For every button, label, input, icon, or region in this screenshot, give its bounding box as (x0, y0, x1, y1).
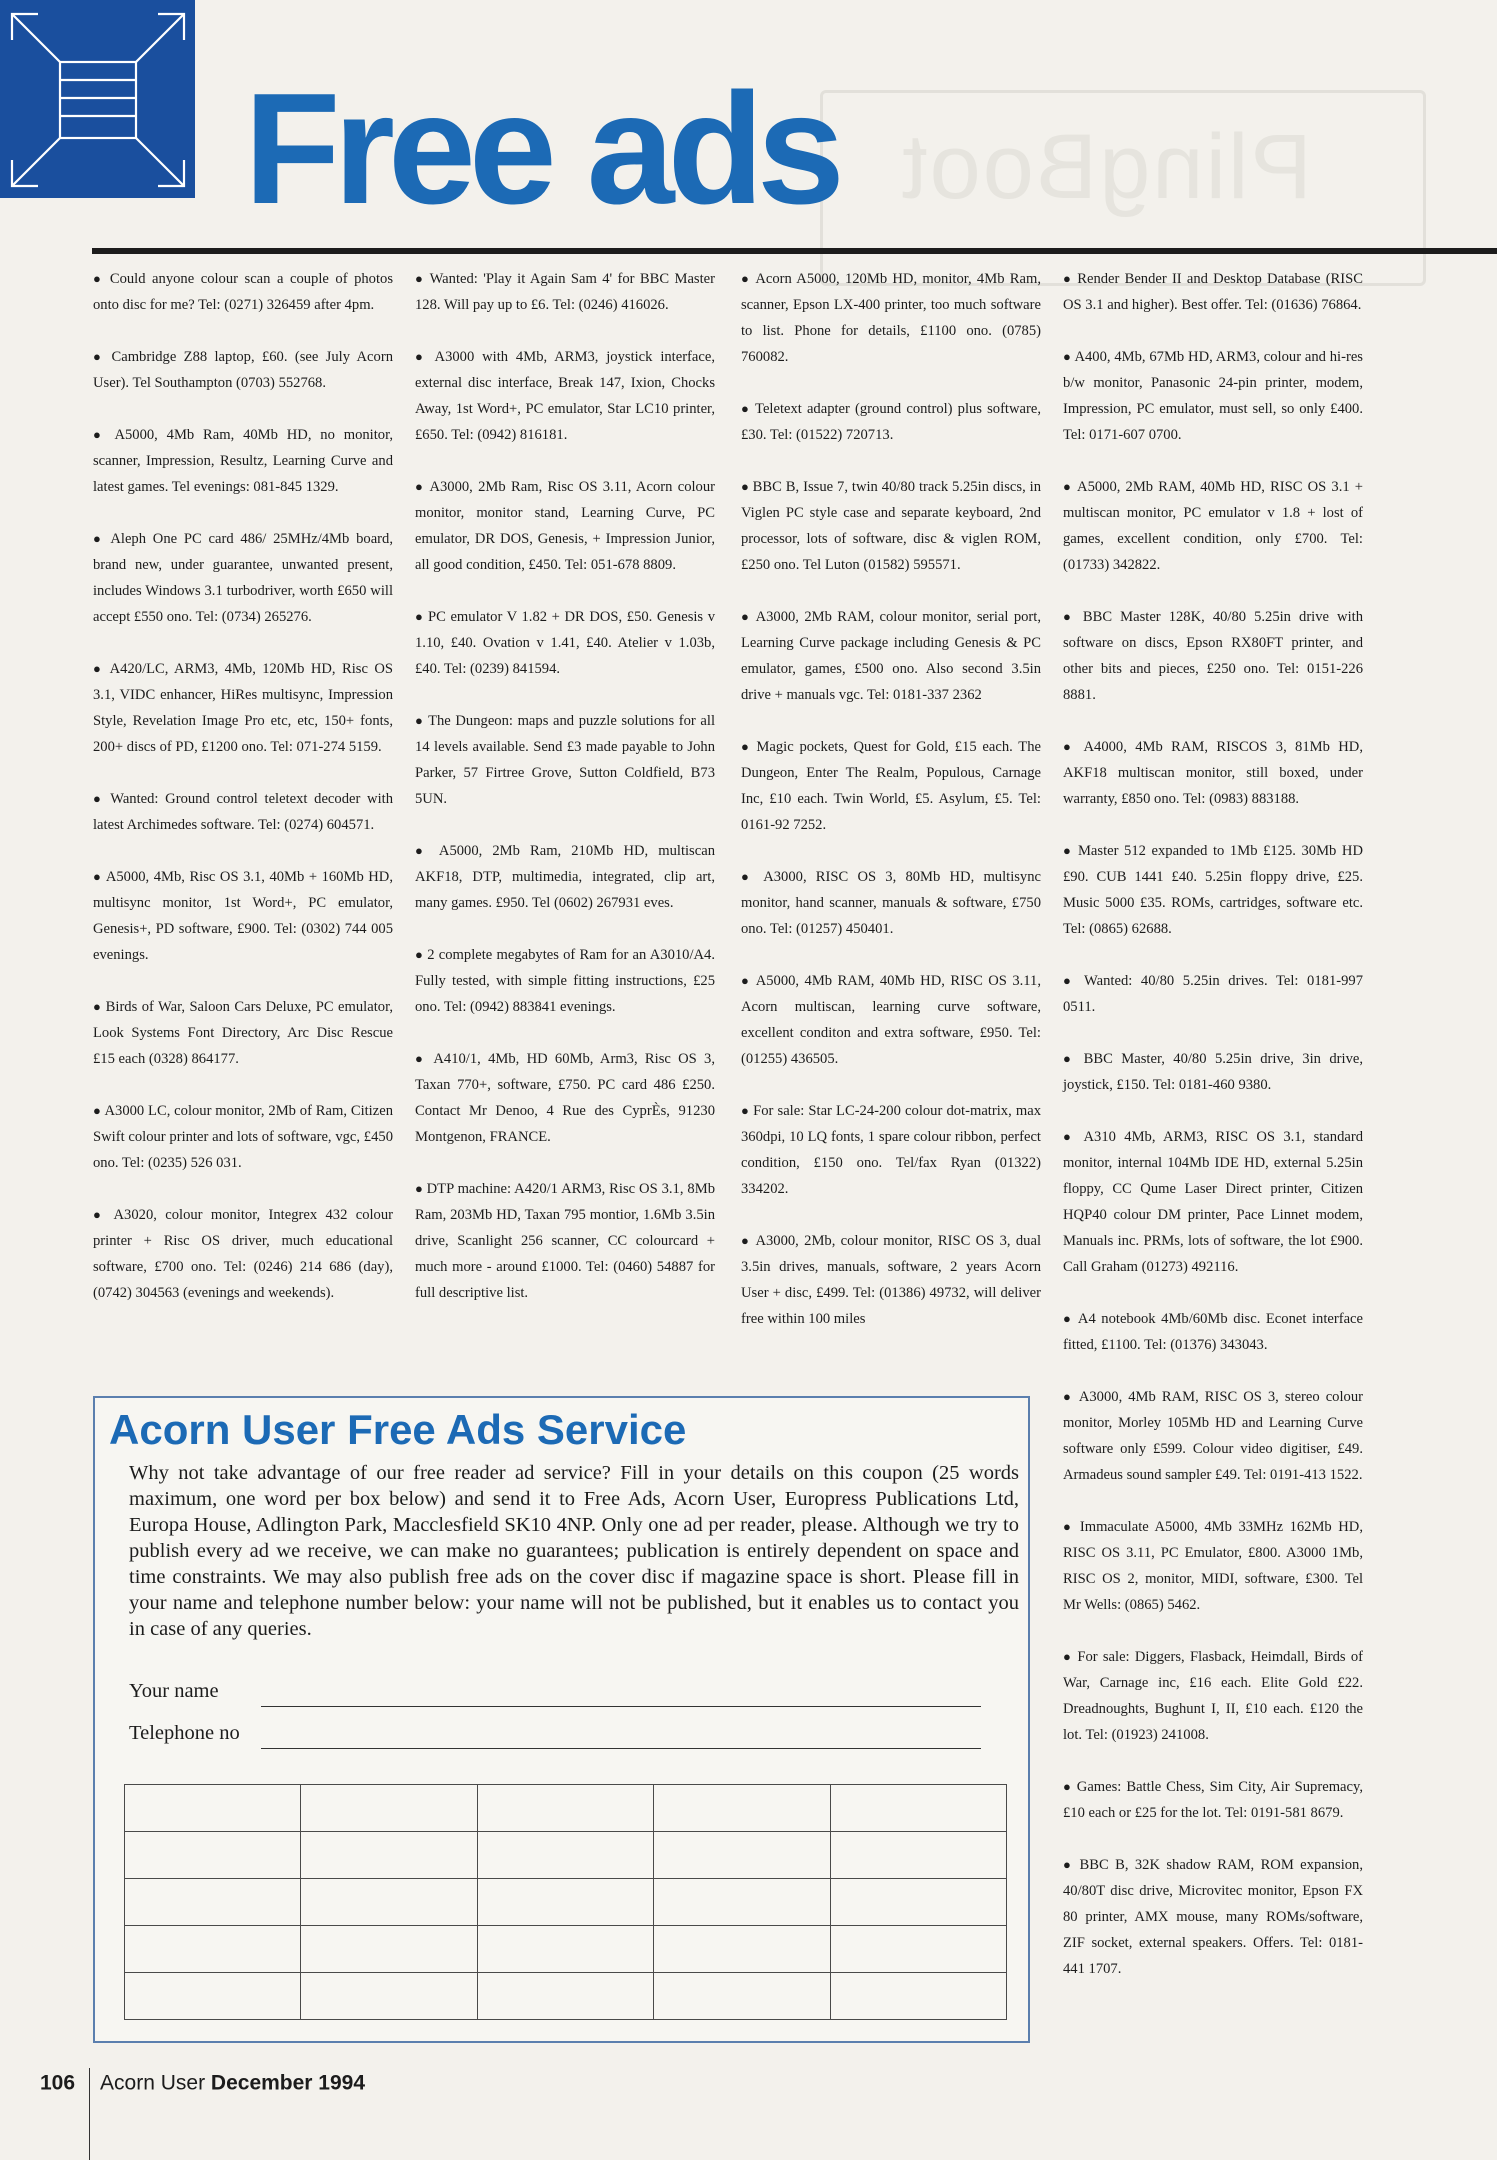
free-ads-coupon (93, 1396, 1030, 2043)
classified-ad: ● Could anyone colour scan a couple of photos onto disc for me? Tel: (0271) 326459 after 4pm. (93, 266, 393, 318)
classified-ad: ● Games: Battle Chess, Sim City, Air Supremacy, £10 each or £25 for the lot. Tel: 0191-581 8679. (1063, 1774, 1363, 1826)
classified-ad: ● Cambridge Z88 laptop, £60. (see July Acorn User). Tel Southampton (0703) 552768. (93, 344, 393, 396)
magazine-name: Acorn User (100, 2071, 206, 2095)
classified-ad: ● A5000, 4Mb RAM, 40Mb HD, RISC OS 3.11, Acorn multiscan, learning curve software, excellent conditon and extra software, £950. Tel: (01255) 436505. (741, 968, 1041, 1072)
word-box[interactable] (301, 1879, 477, 1926)
page-title: Free ads (244, 61, 838, 237)
word-boxes-grid (124, 1784, 1007, 2020)
classified-ad: ● A5000, 2Mb RAM, 40Mb HD, RISC OS 3.1 + multiscan monitor, PC emulator v 1.8 + lost of games, excellent condition, only £700. Tel: (01733) 342822. (1063, 474, 1363, 578)
word-box[interactable] (830, 1832, 1006, 1879)
word-box[interactable] (477, 1926, 653, 1973)
ads-column-4 (1063, 266, 1363, 2008)
classified-ad: ● Teletext adapter (ground control) plus software, £30. Tel: (01522) 720713. (741, 396, 1041, 448)
classified-ad: ● A5000, 4Mb Ram, 40Mb HD, no monitor, scanner, Impression, Resultz, Learning Curve and latest games. Tel evenings: 081-845 1329. (93, 422, 393, 500)
word-box[interactable] (125, 1973, 301, 2020)
classified-ad: ● For sale: Star LC-24-200 colour dot-matrix, max 360dpi, 10 LQ fonts, 1 spare colour ribbon, perfect condition, £150 ono. Tel/fax Ryan (01322) 334202. (741, 1098, 1041, 1202)
classified-ad: ● A3000, 2Mb RAM, colour monitor, serial port, Learning Curve package including Genesis & PC emulator, games, £500 ono. Also second 3.5in drive + manuals vgc. Tel: 0181-337 2362 (741, 604, 1041, 708)
name-label: Your name (129, 1680, 219, 1702)
free-ads-logo (0, 0, 195, 198)
word-box[interactable] (654, 1785, 830, 1832)
phone-label: Telephone no (129, 1722, 240, 1744)
word-box[interactable] (125, 1926, 301, 1973)
phone-field[interactable] (129, 1722, 259, 1750)
classified-ad: ● BBC B, Issue 7, twin 40/80 track 5.25in discs, in Viglen PC style case and separate keyboard, 2nd processor, lots of software, disc & viglen ROM, £250 ono. Tel Luton (01582) 595571. (741, 474, 1041, 578)
classified-ad: ● A3000, 4Mb RAM, RISC OS 3, stereo colour monitor, Morley 105Mb HD and Learning Curve software only £599. Colour video digitiser, £49. Armadeus sound sampler £49. Tel: 0191-413 1522. (1063, 1384, 1363, 1488)
phone-line[interactable] (261, 1748, 981, 1749)
ads-column-1 (93, 266, 393, 1332)
classified-ad: ● Master 512 expanded to 1Mb £125. 30Mb HD £90. CUB 1441 £40. 5.25in floppy drive, £25. Music 5000 £35. ROMs, cartridges, software etc. Tel: (0865) 62688. (1063, 838, 1363, 942)
classified-ad: ● A400, 4Mb, 67Mb HD, ARM3, colour and hi-res b/w monitor, Panasonic 24-pin printer, modem, Impression, PC emulator, must sell, so only £400. Tel: 0171-607 0700. (1063, 344, 1363, 448)
classified-ad: ● DTP machine: A420/1 ARM3, Risc OS 3.1, 8Mb Ram, 203Mb HD, Taxan 795 montior, 1.6Mb 3.5in drive, Scanlight 256 scanner, CC colourcard + much more - around £1000. Tel: (0460) 54887 for full descriptive list. (415, 1176, 715, 1306)
classified-ad: ● Wanted: Ground control teletext decoder with latest Archimedes software. Tel: (0274) 604571. (93, 786, 393, 838)
word-box[interactable] (654, 1973, 830, 2020)
classified-ad: ● PC emulator V 1.82 + DR DOS, £50. Genesis v 1.10, £40. Ovation v 1.41, £40. Atelier v 1.03b, £40. Tel: (0239) 841594. (415, 604, 715, 682)
classified-ad: ● BBC Master 128K, 40/80 5.25in drive with software on discs, Epson RX80FT printer, and other bits and pieces, £250 ono. Tel: 0151-226 8881. (1063, 604, 1363, 708)
page-number: 106 (40, 2071, 76, 2095)
classified-ad: ● Magic pockets, Quest for Gold, £15 each. The Dungeon, Enter The Realm, Populous, Carnage Inc, £10 each. Twin World, £5. Asylum, £5. Tel: 0161-92 7252. (741, 734, 1041, 838)
classified-ad: ● Wanted: 'Play it Again Sam 4' for BBC Master 128. Will pay up to £6. Tel: (0246) 416026. (415, 266, 715, 318)
word-box[interactable] (830, 1973, 1006, 2020)
classified-ad: ● The Dungeon: maps and puzzle solutions for all 14 levels available. Send £3 made payable to John Parker, 57 Firtree Grove, Sutton Coldfield, B73 5UN. (415, 708, 715, 812)
classified-ad: ● Birds of War, Saloon Cars Deluxe, PC emulator, Look Systems Font Directory, Arc Disc Rescue £15 each (0328) 864177. (93, 994, 393, 1072)
word-box-row (125, 1973, 1007, 2020)
classified-ad: ● A410/1, 4Mb, HD 60Mb, Arm3, Risc OS 3, Taxan 770+, software, £750. PC card 486 £250. Contact Mr Denoo, 4 Rue des CyprÈs, 91230 Montgenon, FRANCE. (415, 1046, 715, 1150)
word-box[interactable] (477, 1973, 653, 2020)
word-box[interactable] (654, 1832, 830, 1879)
classified-ad: ● A3000, 2Mb Ram, Risc OS 3.11, Acorn colour monitor, monitor stand, Learning Curve, PC emulator, DR DOS, Genesis, + Impression Junior, all good condition, £450. Tel: 051-678 8809. (415, 474, 715, 578)
word-box[interactable] (830, 1879, 1006, 1926)
binding-line (89, 2068, 90, 2160)
name-line[interactable] (261, 1706, 981, 1707)
classified-ad: ● BBC B, 32K shadow RAM, ROM expansion, 40/80T disc drive, Microvitec monitor, Epson FX 80 printer, AMX mouse, many ROMs/software, ZIF socket, external speakers. Offers. Tel: 0181-441 1707. (1063, 1852, 1363, 1982)
show-through-text: PlingBoot (900, 116, 1312, 218)
classified-ad: ● A310 4Mb, ARM3, RISC OS 3.1, standard monitor, internal 104Mb IDE HD, external 5.25in floppy, CC Qume Laser Direct printer, Citizen HQP40 colour DM printer, Pace Linnet modem, Manuals inc. PRMs, lots of software, the lot £900. Call Graham (01273) 492116. (1063, 1124, 1363, 1280)
classified-ad: ● Wanted: 40/80 5.25in drives. Tel: 0181-997 0511. (1063, 968, 1363, 1020)
classified-ad: ● A5000, 4Mb, Risc OS 3.1, 40Mb + 160Mb HD, multisync monitor, 1st Word+, PC emulator, Genesis+, PD software, £900. Tel: (0302) 744 005 evenings. (93, 864, 393, 968)
word-box[interactable] (125, 1832, 301, 1879)
word-box[interactable] (301, 1973, 477, 2020)
word-box-row (125, 1832, 1007, 1879)
classified-ad: ● A3000, RISC OS 3, 80Mb HD, multisync monitor, hand scanner, manuals & software, £750 ono. Tel: (01257) 450401. (741, 864, 1041, 942)
classified-ad: ● A420/LC, ARM3, 4Mb, 120Mb HD, Risc OS 3.1, VIDC enhancer, HiRes multisync, Impression Style, Revelation Image Pro etc, etc, 150+ fonts, 200+ discs of PD, £1200 ono. Tel: 071-274 5159. (93, 656, 393, 760)
header-rule (92, 248, 1497, 254)
word-box[interactable] (477, 1879, 653, 1926)
classified-ad: ● A4000, 4Mb RAM, RISCOS 3, 81Mb HD, AKF18 multiscan monitor, still boxed, under warranty, £850 ono. Tel: (0983) 883188. (1063, 734, 1363, 812)
classified-ad: ● Aleph One PC card 486/ 25MHz/4Mb board, brand new, under guarantee, unwanted present, includes Windows 3.1 turbodriver, worth £650 will accept £550 ono. Tel: (0734) 265276. (93, 526, 393, 630)
coupon-instructions: Why not take advantage of our free reader ad service? Fill in your details on this coupon (25 words maximum, one word per box below) and send it to Free Ads, Acorn User, Europress Publications Ltd, Europa House, Adlington Park, Macclesfield SK10 4NP. Only one ad per reader, please. Although we try to publish every ad we receive, we can make no guarantees; publication is entirely dependent on space and time constraints. We may also publish free ads on the cover disc if magazine space is short. Please fill in your name and telephone number below: your name will not be published, but it enables us to contact you in case of any queries. (129, 1462, 1019, 1640)
classified-ad: ● A4 notebook 4Mb/60Mb disc. Econet interface fitted, £1100. Tel: (01376) 343043. (1063, 1306, 1363, 1358)
ads-column-2 (415, 266, 715, 1332)
word-box[interactable] (477, 1832, 653, 1879)
classified-ad: ● Acorn A5000, 120Mb HD, monitor, 4Mb Ram, scanner, Epson LX-400 printer, too much software to list. Phone for details, £1100 ono. (0785) 760082. (741, 266, 1041, 370)
word-box[interactable] (301, 1926, 477, 1973)
classified-ad: ● 2 complete megabytes of Ram for an A3010/A4. Fully tested, with simple fitting instructions, £25 ono. Tel: (0942) 883841 evenings. (415, 942, 715, 1020)
classified-ad: ● A3020, colour monitor, Integrex 432 colour printer + Risc OS driver, much educational software, £700 ono. Tel: (0246) 214 686 (day), (0742) 304563 (evenings and weekends). (93, 1202, 393, 1306)
word-box[interactable] (477, 1785, 653, 1832)
word-box[interactable] (830, 1926, 1006, 1973)
word-box[interactable] (301, 1832, 477, 1879)
classified-ad: ● BBC Master, 40/80 5.25in drive, 3in drive, joystick, £150. Tel: 0181-460 9380. (1063, 1046, 1363, 1098)
classified-ad: ● A3000, 2Mb, colour monitor, RISC OS 3, dual 3.5in drives, manuals, software, 2 years Acorn User + disc, £499. Tel: (01386) 49732, will deliver free within 100 miles (741, 1228, 1041, 1332)
issue-date: December 1994 (210, 2071, 366, 2095)
classified-ad: ● A5000, 2Mb Ram, 210Mb HD, multiscan AKF18, DTP, multimedia, integrated, clip art, many games. £950. Tel (0602) 267931 eves. (415, 838, 715, 916)
classified-ad: ● A3000 LC, colour monitor, 2Mb of Ram, Citizen Swift colour printer and lots of software, vgc, £450 ono. Tel: (0235) 526 031. (93, 1098, 393, 1176)
coupon-title: Acorn User Free Ads Service (109, 1406, 687, 1453)
word-box[interactable] (654, 1926, 830, 1973)
classified-ad: ● Render Bender II and Desktop Database (RISC OS 3.1 and higher). Best offer. Tel: (01636) 76864. (1063, 266, 1363, 318)
ads-column-3 (741, 266, 1041, 1358)
word-box[interactable] (125, 1785, 301, 1832)
name-field[interactable] (129, 1680, 259, 1708)
word-box[interactable] (125, 1879, 301, 1926)
word-box[interactable] (654, 1879, 830, 1926)
classified-ad: ● A3000 with 4Mb, ARM3, joystick interface, external disc interface, Break 147, Ixion, Chocks Away, 1st Word+, PC emulator, Star LC10 printer, £650. Tel: (0942) 816181. (415, 344, 715, 448)
four-arrows-icon (0, 0, 195, 198)
word-box-row (125, 1785, 1007, 1832)
word-box-row (125, 1926, 1007, 1973)
word-box-row (125, 1879, 1007, 1926)
classified-ad: ● For sale: Diggers, Flasback, Heimdall, Birds of War, Carnage inc, £16 each. Elite Gold £22. Dreadnoughts, Bughunt I, II, £10 each. £120 the lot. Tel: (01923) 241008. (1063, 1644, 1363, 1748)
word-box[interactable] (830, 1785, 1006, 1832)
classified-ad: ● Immaculate A5000, 4Mb 33MHz 162Mb HD, RISC OS 3.11, PC Emulator, £800. A3000 1Mb, RISC OS 2, monitor, MIDI, software, £300. Tel Mr Wells: (0865) 5462. (1063, 1514, 1363, 1618)
word-box[interactable] (301, 1785, 477, 1832)
